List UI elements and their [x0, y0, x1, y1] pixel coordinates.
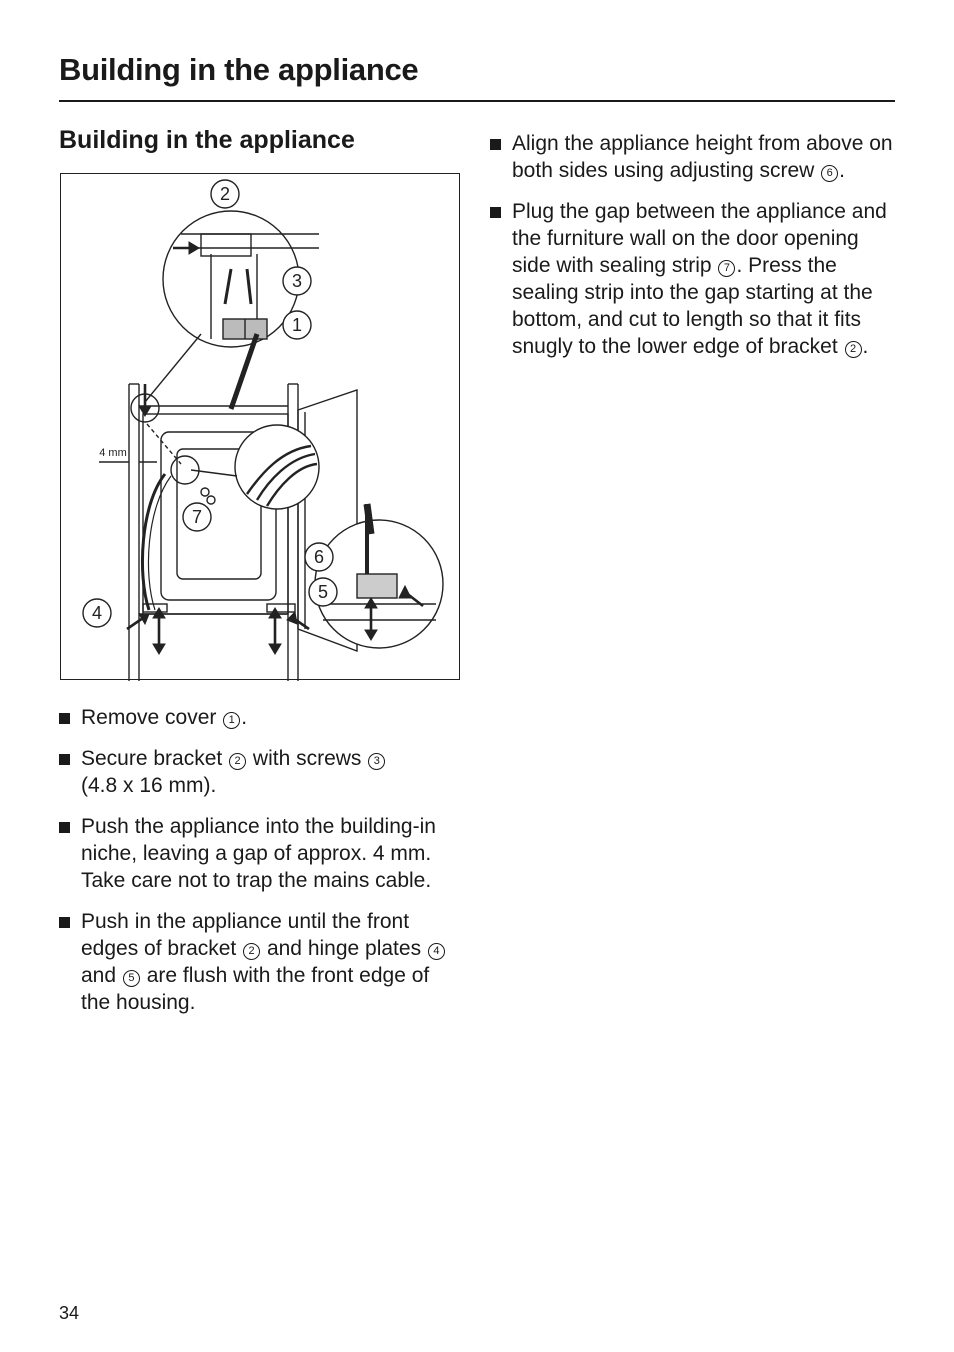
callout-6-icon: 6: [821, 165, 838, 182]
callout-1-icon: 1: [223, 712, 240, 729]
callout-5-icon: 5: [123, 970, 140, 987]
steps-list-right: [490, 130, 900, 374]
step-text: Remove cover: [81, 706, 223, 729]
step-align-flush: [59, 908, 464, 1016]
label-3: 3: [291, 271, 303, 291]
section-heading: Building in the appliance: [59, 126, 355, 154]
step-remove-cover: [59, 704, 464, 731]
step-text: and hinge plates: [261, 937, 427, 960]
bullet-icon: [59, 754, 70, 765]
step-text: Push in the appliance until the front edges of bracket: [81, 910, 410, 960]
step-text: . Press the sealing strip into the gap starting at the bottom, and cut to length so that it fits snugly to the lower edge of bracket: [512, 254, 873, 358]
page-number: 34: [59, 1303, 80, 1323]
label-7: 7: [191, 507, 203, 527]
callout-2-icon: 2: [243, 943, 260, 960]
bullet-icon: [59, 917, 70, 928]
step-text: Secure bracket: [81, 747, 229, 770]
bullet-icon: [59, 713, 70, 724]
bullet-icon: [59, 822, 70, 833]
label-5: 5: [317, 582, 329, 602]
step-push-into-niche: [59, 813, 464, 894]
step-sealing-strip: [490, 198, 900, 360]
bullet-icon: [490, 207, 501, 218]
step-text: and: [81, 964, 122, 987]
step-text: with screws: [247, 747, 368, 770]
callout-7-icon: 7: [718, 260, 735, 277]
step-text: .: [241, 706, 248, 729]
callout-3-icon: 3: [368, 753, 385, 770]
gap-label: 4 mm: [99, 447, 127, 459]
step-align-height: [490, 130, 900, 184]
label-1: 1: [291, 315, 303, 335]
page-title: Building in the appliance: [59, 52, 419, 87]
callout-4-icon: 4: [428, 943, 445, 960]
step-text: (4.8 x 16 mm).: [81, 774, 217, 797]
installation-diagram: [60, 173, 460, 680]
steps-list-left: [59, 704, 464, 1030]
bullet-icon: [490, 139, 501, 150]
label-6: 6: [313, 547, 325, 567]
step-note: Take care not to trap the mains cable.: [81, 869, 432, 892]
callout-2-icon: 2: [845, 341, 862, 358]
step-text: .: [862, 335, 869, 358]
title-divider: [59, 100, 895, 102]
label-4: 4: [91, 603, 103, 623]
installation-diagram-svg: [61, 174, 461, 681]
step-text: are flush with the front edge of the housing.: [81, 964, 430, 1014]
callout-2-icon: 2: [229, 753, 246, 770]
step-text: Align the appliance height from above on both sides using adjusting screw: [512, 132, 893, 182]
label-2: 2: [219, 184, 231, 204]
step-text: Push the appliance into the building-in niche, leaving a gap of approx. 4 mm.: [81, 815, 436, 865]
step-secure-bracket: [59, 745, 464, 799]
step-text: Plug the gap between the appliance and the furniture wall on the door opening side with sealing strip: [512, 200, 887, 277]
step-text: .: [839, 159, 846, 182]
